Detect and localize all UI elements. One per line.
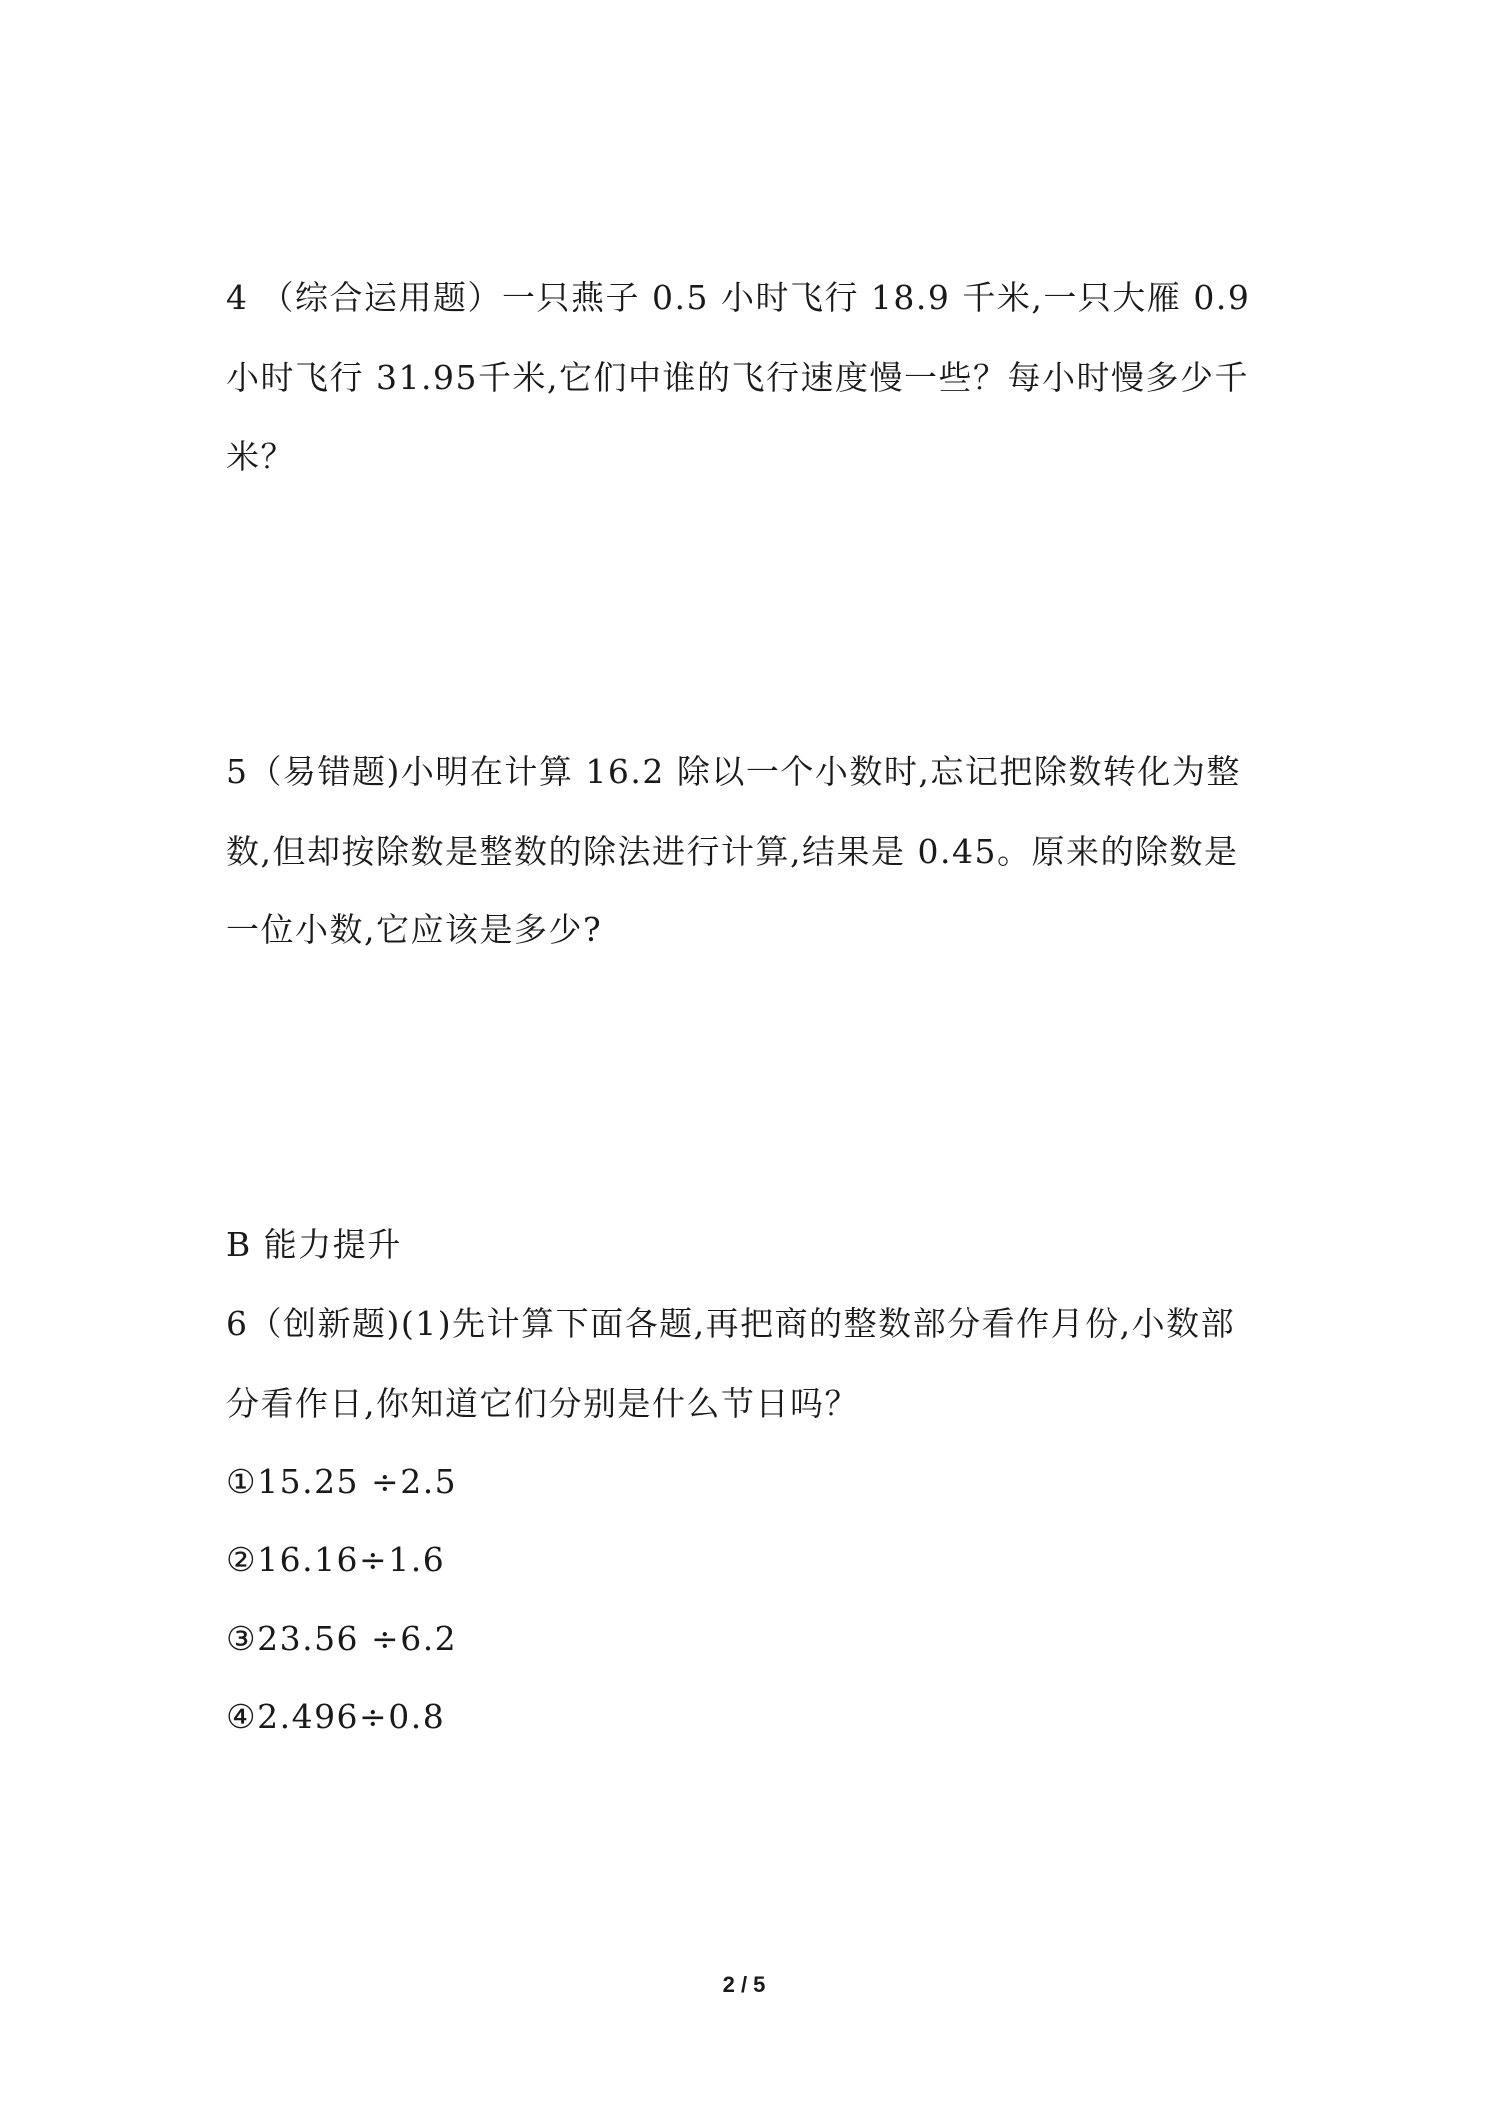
- question-4-line-2: 小时飞行 31.95千米,它们中谁的飞行速度慢一些？每小时慢多少千: [226, 358, 1249, 397]
- page-number: 2 / 5: [722, 1972, 766, 1997]
- question-6-item-2: ②16.16÷1.6: [226, 1540, 446, 1579]
- question-4-line-1: 4 （综合运用题）一只燕子 0.5 小时飞行 18.9 千米,一只大雁 0.9: [226, 278, 1251, 317]
- question-4-line-3: 米？: [226, 437, 295, 476]
- question-6-item-4: ④2.496÷0.8: [226, 1697, 446, 1736]
- question-6-item-3: ③23.56 ÷6.2: [226, 1619, 458, 1658]
- question-5-line-1: 5（易错题)小明在计算 16.2 除以一个小数时,忘记把除数转化为整: [226, 752, 1241, 791]
- question-5-line-2: 数,但却按除数是整数的除法进行计算,结果是 0.45。原来的除数是: [226, 832, 1239, 871]
- question-6-line-2: 分看作日,你知道它们分别是什么节日吗？: [226, 1384, 859, 1423]
- question-5-line-3: 一位小数,它应该是多少?: [226, 910, 603, 949]
- question-6-item-1: ①15.25 ÷2.5: [226, 1462, 458, 1501]
- question-6-line-1: 6（创新题)(1)先计算下面各题,再把商的整数部分看作月份,小数部: [226, 1304, 1236, 1343]
- section-heading: B 能力提升: [226, 1225, 402, 1264]
